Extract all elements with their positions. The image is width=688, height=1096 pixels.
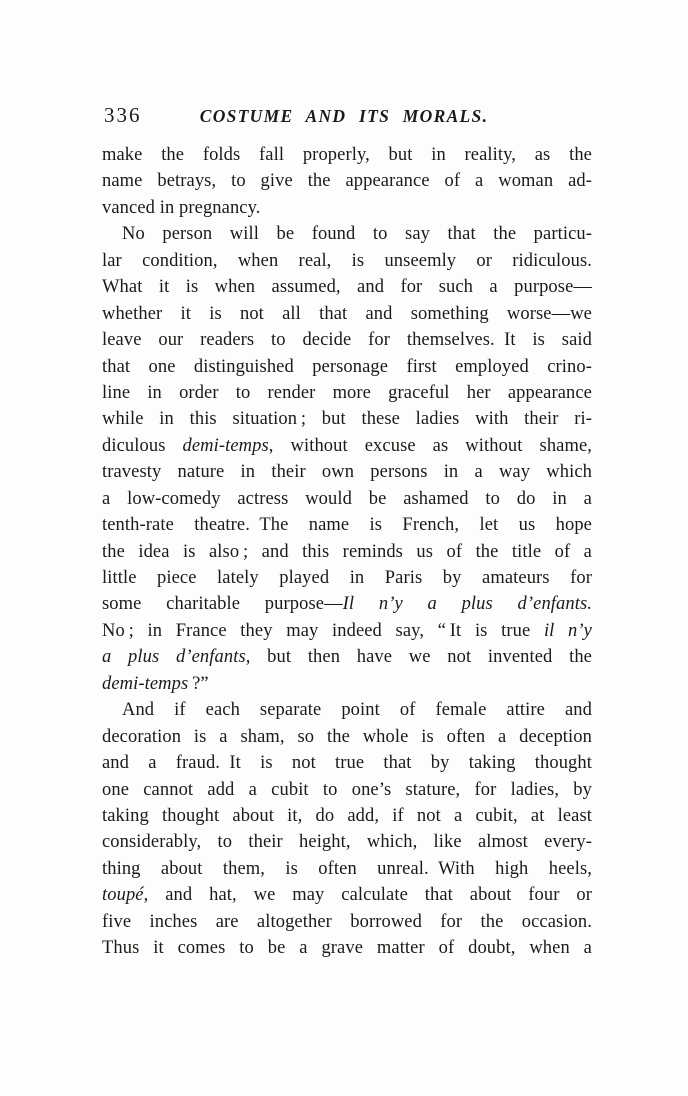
italic-text-segment: toupé [102,885,144,906]
text-segment: thing about them, is often unreal. With high heels, [102,858,592,879]
text-segment: No ; in France they may indeed say, “ It is true [102,620,544,641]
text-line [102,618,592,644]
text-segment: leave our readers to decide for themselves. It is said [102,330,592,351]
text-segment: diculous [102,435,183,456]
text-line [102,803,592,829]
text-line [102,909,592,935]
text-line [102,354,592,380]
text-segment: make the folds fall properly, but in reality, as the [102,145,592,165]
text-line [102,195,592,221]
text-segment: What it is when assumed, and for such a purpose— [102,277,592,298]
text-line [102,327,592,353]
text-line [102,777,592,803]
italic-text-segment: demi-temps [182,435,269,456]
text-segment: , and hat, we may calculate that about four or [143,885,592,906]
text-line [102,724,592,750]
text-segment: some charitable purpose— [102,594,343,615]
text-segment: while in this situation ; but these ladies with their ri- [102,409,592,430]
text-line [102,406,592,432]
text-line [102,512,592,538]
text-line [102,539,592,565]
text-line [102,433,592,459]
text-line [102,591,592,617]
text-segment: five inches are altogether borrowed for the occasion. [102,911,592,932]
text-segment: decoration is a sham, so the whole is often a deception [102,726,592,747]
text-segment: , without excuse as without shame, [268,435,593,456]
text-line [102,671,592,697]
text-line [102,486,592,512]
text-segment: , but then have we not invented the [245,647,592,668]
text-segment: tenth-rate theatre. The name is French, let us hope [102,515,592,536]
text-segment: one cannot add a cubit to one’s stature, for ladies, by [102,779,592,800]
text-line [102,882,592,908]
page-number: 336 [104,103,142,127]
text-line [102,142,592,168]
text-line [102,221,592,247]
text-line [102,750,592,776]
text-line [102,644,592,670]
text-segment: that one distinguished personage first employed crino- [102,356,592,377]
text-segment: lar condition, when real, is unseemly or ridiculous. [102,250,592,271]
text-line [102,248,592,274]
text-line [102,274,592,300]
italic-text-segment: demi-temps [102,673,189,694]
text-segment: a low-comedy actress would be ashamed to do in a [102,488,592,509]
italic-text-segment: a plus d’enfants [102,647,246,668]
text-line [102,565,592,591]
text-line [102,459,592,485]
running-title: COSTUME AND ITS MORALS. [199,106,489,126]
text-segment: ?” [188,673,209,694]
text-line [102,856,592,882]
text-line [102,829,592,855]
text-segment: considerably, to their height, which, like almost every- [102,832,592,853]
text-segment: vanced in pregnancy. [102,197,261,218]
text-line [102,301,592,327]
text-segment: No person will be found to say that the particu- [122,224,592,245]
text-segment: name betrays, to give the appearance of a woman ad- [102,171,592,192]
text-segment: little piece lately played in Paris by amateurs for [102,568,592,588]
text-segment: whether it is not all that and something worse—we [102,303,592,324]
text-line [102,697,592,723]
text-segment: line in order to render more graceful her appearance [102,382,592,403]
italic-text-segment: Il n’y a plus d’enfants. [342,594,592,615]
text-line [102,380,592,406]
text-block [102,142,592,962]
text-segment: And if each separate point of female attire and [122,700,592,721]
text-segment: Thus it comes to be a grave matter of doubt, when a [102,938,592,959]
italic-text-segment: il n’y [543,620,592,641]
text-segment: taking thought about it, do add, if not a cubit, at least [102,805,592,826]
text-segment: travesty nature in their own persons in a way which [102,462,592,483]
text-segment: and a fraud. It is not true that by taking thought [102,753,592,774]
text-segment: the idea is also ; and this reminds us of the title of a [102,541,592,562]
text-line [102,935,592,961]
text-line [102,168,592,194]
